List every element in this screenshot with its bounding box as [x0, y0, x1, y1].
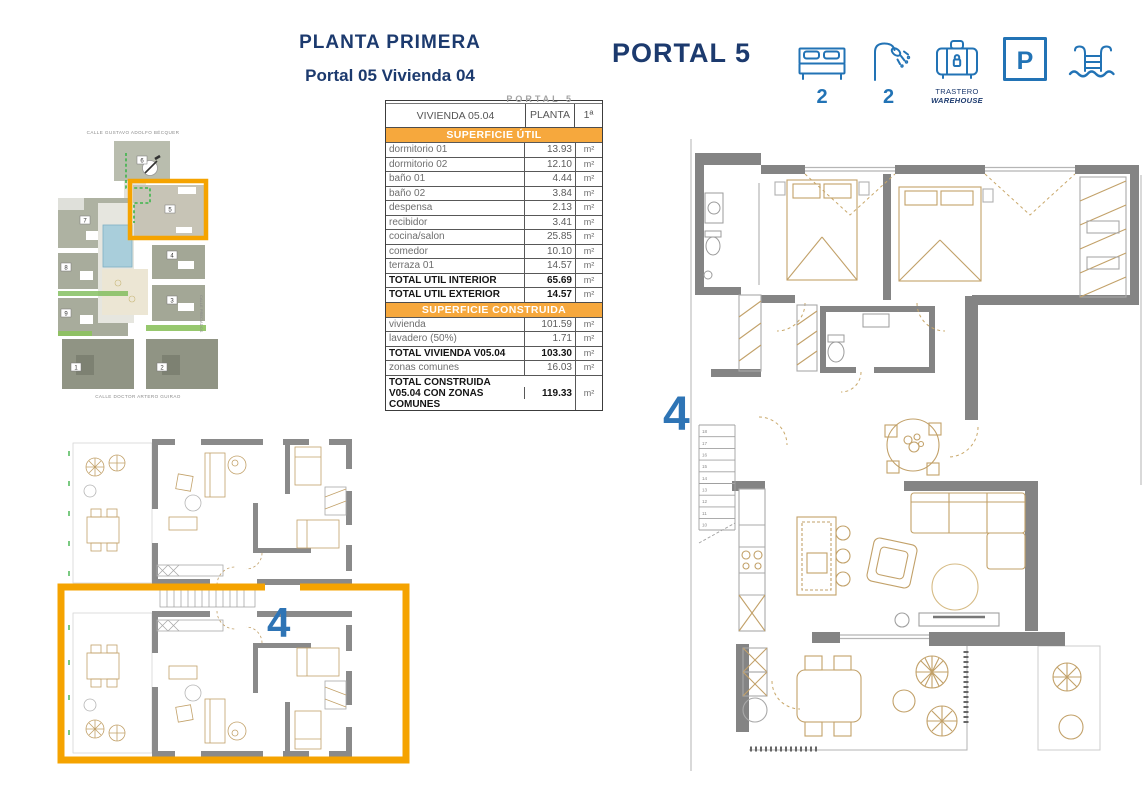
site-plan — [28, 103, 233, 403]
page-title: PLANTA PRIMERA — [299, 32, 481, 53]
svg-text:10: 10 — [702, 522, 708, 528]
svg-text:5: 5 — [168, 207, 172, 214]
svg-text:14: 14 — [702, 476, 708, 481]
table-row: baño 02 3.84 m² — [386, 186, 602, 201]
svg-text:P: P — [1017, 47, 1034, 75]
svg-text:17: 17 — [702, 441, 708, 446]
stair-step-numbers — [702, 429, 708, 528]
bedrooms-count: 2 — [816, 86, 828, 108]
pool — [103, 225, 132, 267]
furniture — [739, 177, 1126, 739]
portal-title: PORTAL 5 — [612, 38, 752, 68]
svg-text:4: 4 — [170, 253, 174, 260]
overview-plan — [57, 425, 432, 775]
pool-icon — [1068, 30, 1120, 82]
svg-text:8: 8 — [64, 265, 68, 272]
rug — [932, 564, 978, 610]
surface-table — [385, 94, 603, 411]
table-row: comedor 10.10 m² — [386, 244, 602, 259]
pool-amenity — [1068, 30, 1120, 82]
table-total-row: TOTAL VIVIENDA V05.04 103.30 m² — [386, 346, 602, 361]
page-subtitle: Portal 05 Vivienda 04 — [305, 66, 475, 85]
wardrobe-right — [1080, 177, 1126, 297]
street-top-label: CALLE GUSTAVO ADOLFO BÉCQUER — [86, 130, 180, 135]
svg-text:15: 15 — [702, 464, 708, 469]
plants — [916, 656, 1083, 739]
table-total-row: TOTAL UTIL EXTERIOR 14.57 m² — [386, 287, 602, 302]
overview-unit-bottom — [73, 611, 352, 757]
svg-text:18: 18 — [702, 429, 708, 434]
bathrooms-count: 2 — [882, 86, 895, 108]
table-row: zonas comunes 16.03 m² — [386, 360, 602, 375]
dining-table-round — [885, 419, 941, 475]
section-superficie-construida: SUPERFICIE CONSTRUIDA — [386, 302, 602, 317]
table-row: dormitorio 02 12.10 m² — [386, 157, 602, 172]
hall-wardrobes — [739, 295, 817, 371]
svg-text:1: 1 — [74, 365, 78, 372]
svg-text:12: 12 — [702, 499, 708, 504]
svg-text:16: 16 — [702, 452, 708, 458]
svg-text:13: 13 — [702, 487, 708, 493]
overview-unit-number: 4 — [267, 599, 291, 646]
terrace-furniture — [743, 648, 915, 736]
table-row: cocina/salon 25.85 m² — [386, 229, 602, 244]
bed-2 — [899, 187, 993, 281]
tv-bench — [895, 613, 999, 627]
table-row: lavadero (50%) 1.71 m² — [386, 331, 602, 346]
bed-icon — [798, 30, 846, 82]
svg-text:2: 2 — [160, 365, 164, 372]
kitchen-island — [797, 517, 850, 595]
table-row: vivienda 101.59 m² — [386, 317, 602, 332]
table-row: dormitorio 01 13.93 m² — [386, 142, 602, 157]
table-clipped-header: PORTAL 5 — [386, 94, 602, 104]
unit-number-marker: 4 — [663, 388, 690, 441]
trastero-suitcase-icon — [933, 30, 981, 82]
svg-text:7: 7 — [83, 218, 87, 225]
table-row: despensa 2.13 m² — [386, 200, 602, 215]
table-header-row — [386, 104, 602, 127]
kitchen — [739, 489, 765, 631]
table-total-row: TOTAL CONSTRUIDA V05.04 CON ZONAS COMUNES 119.33 m² — [386, 375, 602, 410]
street-bottom-label: CALLE DOCTOR ARTERO GUIRAO — [95, 394, 181, 399]
planta-value: 1ª — [574, 104, 602, 127]
storage-label: TRASTERO WAREHOUSE — [931, 87, 983, 105]
floor-plan — [655, 125, 1145, 775]
svg-text:9: 9 — [64, 311, 68, 318]
overview-unit-top — [73, 439, 352, 585]
table-row: recibidor 3.41 m² — [386, 215, 602, 230]
street-right-label: CALLE PRECIADOS — [199, 295, 204, 333]
dimension-hatches — [750, 651, 966, 749]
parking-icon — [1002, 30, 1048, 82]
bed-1 — [775, 180, 869, 280]
armchair — [866, 537, 918, 589]
table-row: terraza 01 14.57 m² — [386, 258, 602, 273]
section-superficie-util: SUPERFICIE ÚTIL — [386, 127, 602, 142]
table-row: baño 01 4.44 m² — [386, 171, 602, 186]
storage-amenity — [931, 30, 983, 105]
shower-icon — [868, 30, 910, 82]
table-total-row: TOTAL UTIL INTERIOR 65.69 m² — [386, 273, 602, 288]
bedrooms-amenity — [798, 30, 846, 109]
planta-label: PLANTA — [525, 104, 574, 127]
sofa — [911, 493, 1025, 569]
unit-label: VIVIENDA 05.04 — [416, 109, 495, 122]
svg-text:6: 6 — [140, 158, 144, 165]
svg-text:3: 3 — [170, 298, 174, 305]
amenities-row — [798, 30, 1120, 109]
bathrooms-amenity — [865, 30, 913, 109]
svg-text:11: 11 — [702, 511, 707, 516]
parking-amenity — [1001, 30, 1049, 82]
